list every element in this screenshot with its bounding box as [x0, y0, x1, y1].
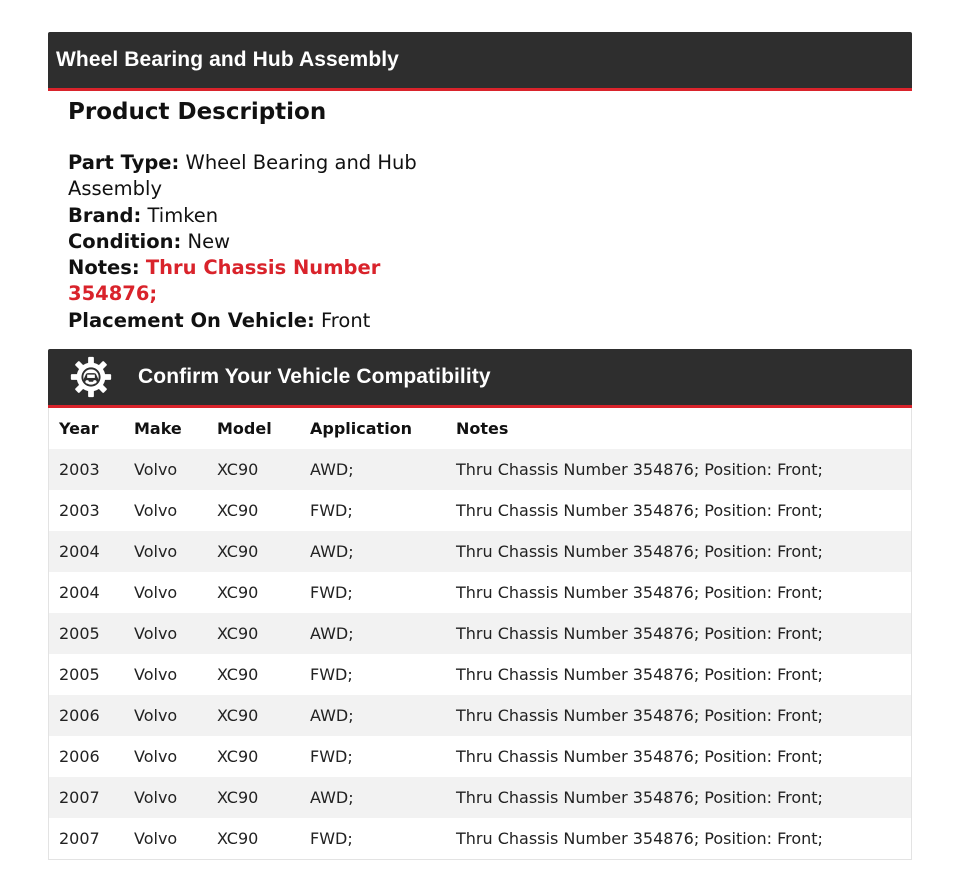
attr-brand [68, 203, 468, 229]
cell-make: Volvo [134, 624, 178, 643]
cell-make: Volvo [134, 829, 178, 848]
column-header-notes: Notes [456, 419, 509, 438]
compatibility-title: Confirm Your Vehicle Compatibility [138, 365, 491, 388]
cell-model: XC90 [217, 460, 259, 479]
cell-make: Volvo [134, 542, 178, 561]
cell-model: XC90 [217, 624, 259, 643]
attr-brand-label: Brand: [68, 203, 142, 227]
column-header-model: Model [217, 419, 272, 438]
cell-notes: Thru Chassis Number 354876; Position: Front; [456, 665, 823, 684]
product-title: Wheel Bearing and Hub Assembly [56, 48, 399, 71]
cell-model: XC90 [217, 583, 259, 602]
cell-application: FWD; [310, 583, 353, 602]
cell-make: Volvo [134, 747, 178, 766]
cell-make: Volvo [134, 665, 178, 684]
cell-notes: Thru Chassis Number 354876; Position: Front; [456, 460, 823, 479]
cell-application: FWD; [310, 829, 353, 848]
cell-year: 2004 [59, 583, 100, 602]
cell-make: Volvo [134, 788, 178, 807]
attr-placement [68, 308, 468, 334]
cell-year: 2006 [59, 747, 100, 766]
cell-application: AWD; [310, 460, 354, 479]
attr-part-type-label: Part Type: [68, 151, 180, 174]
table-row [49, 777, 912, 818]
table-row [49, 654, 912, 695]
table-row [49, 531, 912, 572]
product-attributes [68, 150, 468, 334]
cell-model: XC90 [217, 501, 259, 520]
product-description-heading: Product Description [68, 99, 327, 125]
table-header-row [49, 408, 912, 449]
cell-model: XC90 [217, 788, 259, 807]
cell-notes: Thru Chassis Number 354876; Position: Front; [456, 542, 823, 561]
table-row [49, 695, 912, 736]
table-row [49, 818, 912, 860]
attr-condition-label: Condition: [68, 229, 182, 253]
cell-notes: Thru Chassis Number 354876; Position: Front; [456, 747, 823, 766]
column-header-application: Application [310, 419, 413, 438]
cell-year: 2005 [59, 665, 100, 684]
attr-brand-value: Timken [147, 203, 219, 227]
cell-application: FWD; [310, 747, 353, 766]
attr-condition-value: New [187, 229, 231, 253]
cell-year: 2005 [59, 624, 100, 643]
attr-notes-value: Thru Chassis Number 354876; [68, 256, 381, 306]
attr-part-type [68, 150, 468, 203]
attr-part-type-value-cont: Assembly [68, 177, 162, 201]
cell-year: 2007 [59, 788, 100, 807]
table-row [49, 736, 912, 777]
compatibility-table [48, 408, 912, 860]
table-row [49, 490, 912, 531]
cell-year: 2003 [59, 460, 100, 479]
attr-notes-label: Notes: [68, 256, 140, 280]
gear-car-icon [68, 354, 114, 400]
cell-model: XC90 [217, 829, 259, 848]
table-row [49, 449, 912, 490]
cell-application: AWD; [310, 788, 354, 807]
cell-notes: Thru Chassis Number 354876; Position: Front; [456, 501, 823, 520]
cell-make: Volvo [134, 501, 178, 520]
cell-year: 2004 [59, 542, 100, 561]
cell-application: AWD; [310, 706, 354, 725]
cell-year: 2006 [59, 706, 100, 725]
attr-part-type-value: Wheel Bearing and Hub [185, 151, 417, 174]
column-header-year: Year [59, 419, 99, 438]
table-row [49, 572, 912, 613]
cell-make: Volvo [134, 706, 178, 725]
cell-application: AWD; [310, 624, 354, 643]
table-row [49, 613, 912, 654]
cell-notes: Thru Chassis Number 354876; Position: Front; [456, 706, 823, 725]
cell-application: FWD; [310, 665, 353, 684]
cell-notes: Thru Chassis Number 354876; Position: Front; [456, 788, 823, 807]
cell-notes: Thru Chassis Number 354876; Position: Front; [456, 624, 823, 643]
attr-placement-label: Placement On Vehicle: [68, 308, 315, 332]
cell-notes: Thru Chassis Number 354876; Position: Front; [456, 829, 823, 848]
attr-placement-value: Front [321, 308, 371, 332]
cell-make: Volvo [134, 583, 178, 602]
cell-year: 2007 [59, 829, 100, 848]
cell-model: XC90 [217, 706, 259, 725]
cell-application: AWD; [310, 542, 354, 561]
product-description [68, 94, 468, 334]
cell-year: 2003 [59, 501, 100, 520]
column-header-make: Make [134, 419, 182, 438]
compatibility-banner [48, 349, 912, 408]
cell-model: XC90 [217, 747, 259, 766]
cell-application: FWD; [310, 501, 353, 520]
attr-condition [68, 229, 468, 255]
cell-notes: Thru Chassis Number 354876; Position: Front; [456, 583, 823, 602]
attr-notes [68, 255, 468, 308]
cell-make: Volvo [134, 460, 178, 479]
product-title-banner [48, 32, 912, 91]
cell-model: XC90 [217, 665, 259, 684]
cell-model: XC90 [217, 542, 259, 561]
